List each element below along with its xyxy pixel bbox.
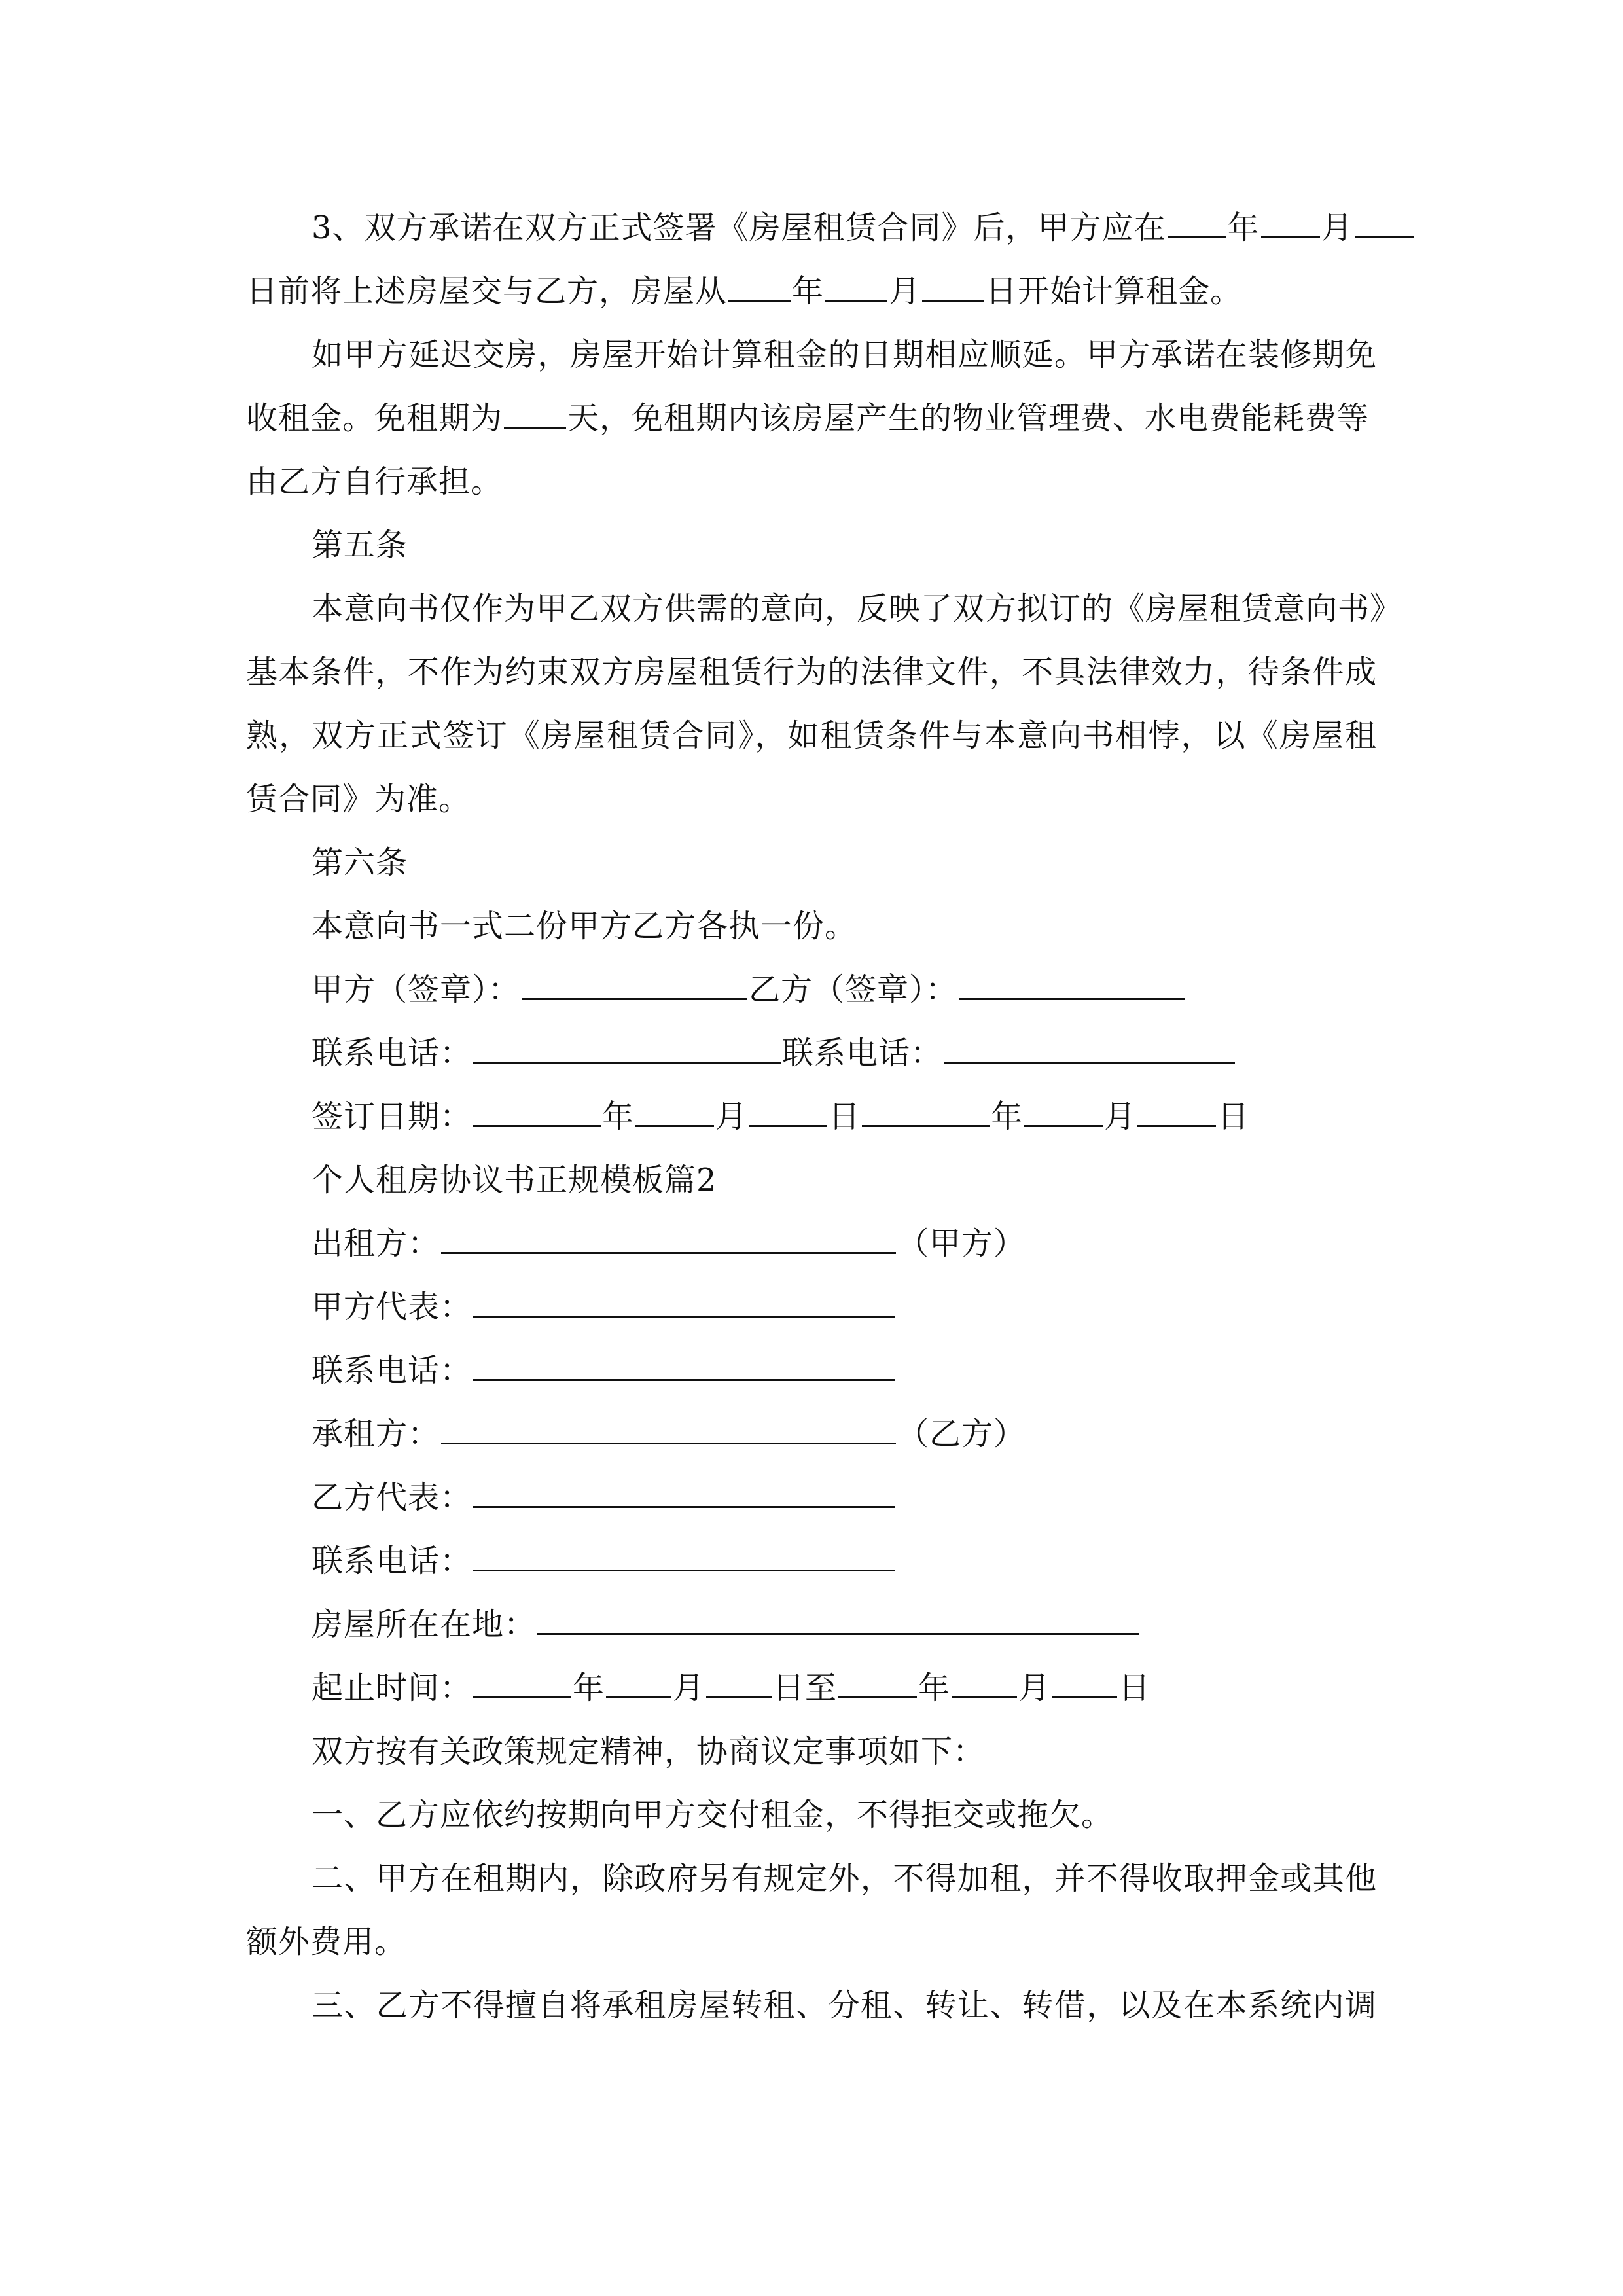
article-5-line-2: 基本条件，不作为约束双方房屋租赁行为的法律文件，不具法律效力，待条件成 — [246, 654, 1377, 691]
blank-to-day[interactable] — [1052, 1657, 1117, 1698]
blank-year[interactable] — [1168, 197, 1226, 238]
blank-to-year[interactable] — [838, 1657, 917, 1698]
blank-start-year[interactable] — [728, 260, 791, 302]
blank-sign-year-a[interactable] — [473, 1086, 601, 1127]
period-line: 起止时间： 年 月 日至 年 月 日 — [312, 1657, 1150, 1720]
blank-free-days[interactable] — [504, 387, 566, 429]
party-a-rep-field[interactable] — [473, 1276, 895, 1318]
party-a-signature-field[interactable] — [522, 959, 747, 1000]
blank-day[interactable] — [1355, 197, 1414, 238]
phone-line: 联系电话： 联系电话： — [312, 1022, 1236, 1085]
party-b-phone-line: 联系电话： — [312, 1530, 897, 1593]
terms-intro: 双方按有关政策规定精神，协商议定事项如下： — [312, 1733, 986, 1770]
sign-date-line: 签订日期： 年 月 日 年 月 日 — [312, 1085, 1249, 1149]
blank-sign-day-b[interactable] — [1137, 1086, 1216, 1127]
blank-start-day[interactable] — [922, 260, 984, 302]
lessor-line: 出租方： （甲方） — [312, 1212, 1026, 1276]
paragraph-delay-line-1: 如甲方延迟交房，房屋开始计算租金的日期相应顺延。甲方承诺在装修期免 — [312, 336, 1377, 373]
blank-from-month[interactable] — [606, 1657, 671, 1698]
signature-line: 甲方（签章）： 乙方（签章）： — [312, 958, 1186, 1022]
clause-3-line-2: 日前将上述房屋交与乙方，房屋从 年 月 日开始计算租金。 — [246, 260, 1242, 323]
blank-month[interactable] — [1261, 197, 1320, 238]
article-5-line-3: 熟，双方正式签订《房屋租赁合同》，如租赁条件与本意向书相悖，以《房屋租 — [246, 717, 1377, 754]
address-field[interactable] — [537, 1594, 1139, 1635]
paragraph-delay-line-3: 由乙方自行承担。 — [246, 463, 503, 500]
address-line: 房屋所在在地： — [312, 1593, 1141, 1657]
article-6-text: 本意向书一式二份甲方乙方各执一份。 — [312, 908, 857, 944]
party-a-phone-line: 联系电话： — [312, 1339, 897, 1403]
blank-sign-month-b[interactable] — [1024, 1086, 1103, 1127]
term-2-line-2: 额外费用。 — [246, 1924, 407, 1960]
blank-sign-day-a[interactable] — [749, 1086, 827, 1127]
article-5-line-4: 赁合同》为准。 — [246, 781, 471, 817]
blank-start-month[interactable] — [825, 260, 887, 302]
party-b-rep-field[interactable] — [473, 1467, 895, 1508]
lessee-phone-field[interactable] — [473, 1530, 895, 1571]
paragraph-delay-line-2: 收租金。免租期为 天，免租期内该房屋产生的物业管理费、水电费能耗费等 — [246, 387, 1369, 450]
lessor-field[interactable] — [441, 1213, 896, 1254]
blank-from-day[interactable] — [706, 1657, 772, 1698]
lessor-phone-field[interactable] — [473, 1340, 895, 1381]
blank-to-month[interactable] — [952, 1657, 1017, 1698]
lessee-line: 承租方： （乙方） — [312, 1403, 1026, 1466]
blank-sign-year-b[interactable] — [862, 1086, 990, 1127]
article-6-heading: 第六条 — [312, 844, 408, 881]
article-5-heading: 第五条 — [312, 527, 408, 564]
term-2-line-1: 二、甲方在租期内，除政府另有规定外，不得加租，并不得收取押金或其他 — [312, 1860, 1377, 1897]
article-5-line-1: 本意向书仅作为甲乙双方供需的意向，反映了双方拟订的《房屋租赁意向书》 — [312, 590, 1402, 627]
party-b-rep-line: 乙方代表： — [312, 1466, 897, 1530]
lessee-field[interactable] — [441, 1403, 896, 1444]
term-3-line-1: 三、乙方不得擅自将承租房屋转租、分租、转让、转借，以及在本系统内调 — [312, 1987, 1377, 2024]
party-b-phone-field[interactable] — [944, 1022, 1235, 1064]
party-b-signature-field[interactable] — [959, 959, 1185, 1000]
blank-from-year[interactable] — [473, 1657, 571, 1698]
blank-sign-month-a[interactable] — [635, 1086, 714, 1127]
party-a-phone-field[interactable] — [473, 1022, 781, 1064]
party-a-rep-line: 甲方代表： — [312, 1276, 897, 1339]
section-2-title: 个人租房协议书正规模板篇2 — [312, 1162, 717, 1198]
term-1: 一、乙方应依约按期向甲方交付租金，不得拒交或拖欠。 — [312, 1797, 1114, 1833]
clause-3-line-1: 3、双方承诺在双方正式签署《房屋租赁合同》后，甲方应在 年 月 — [312, 196, 1415, 260]
